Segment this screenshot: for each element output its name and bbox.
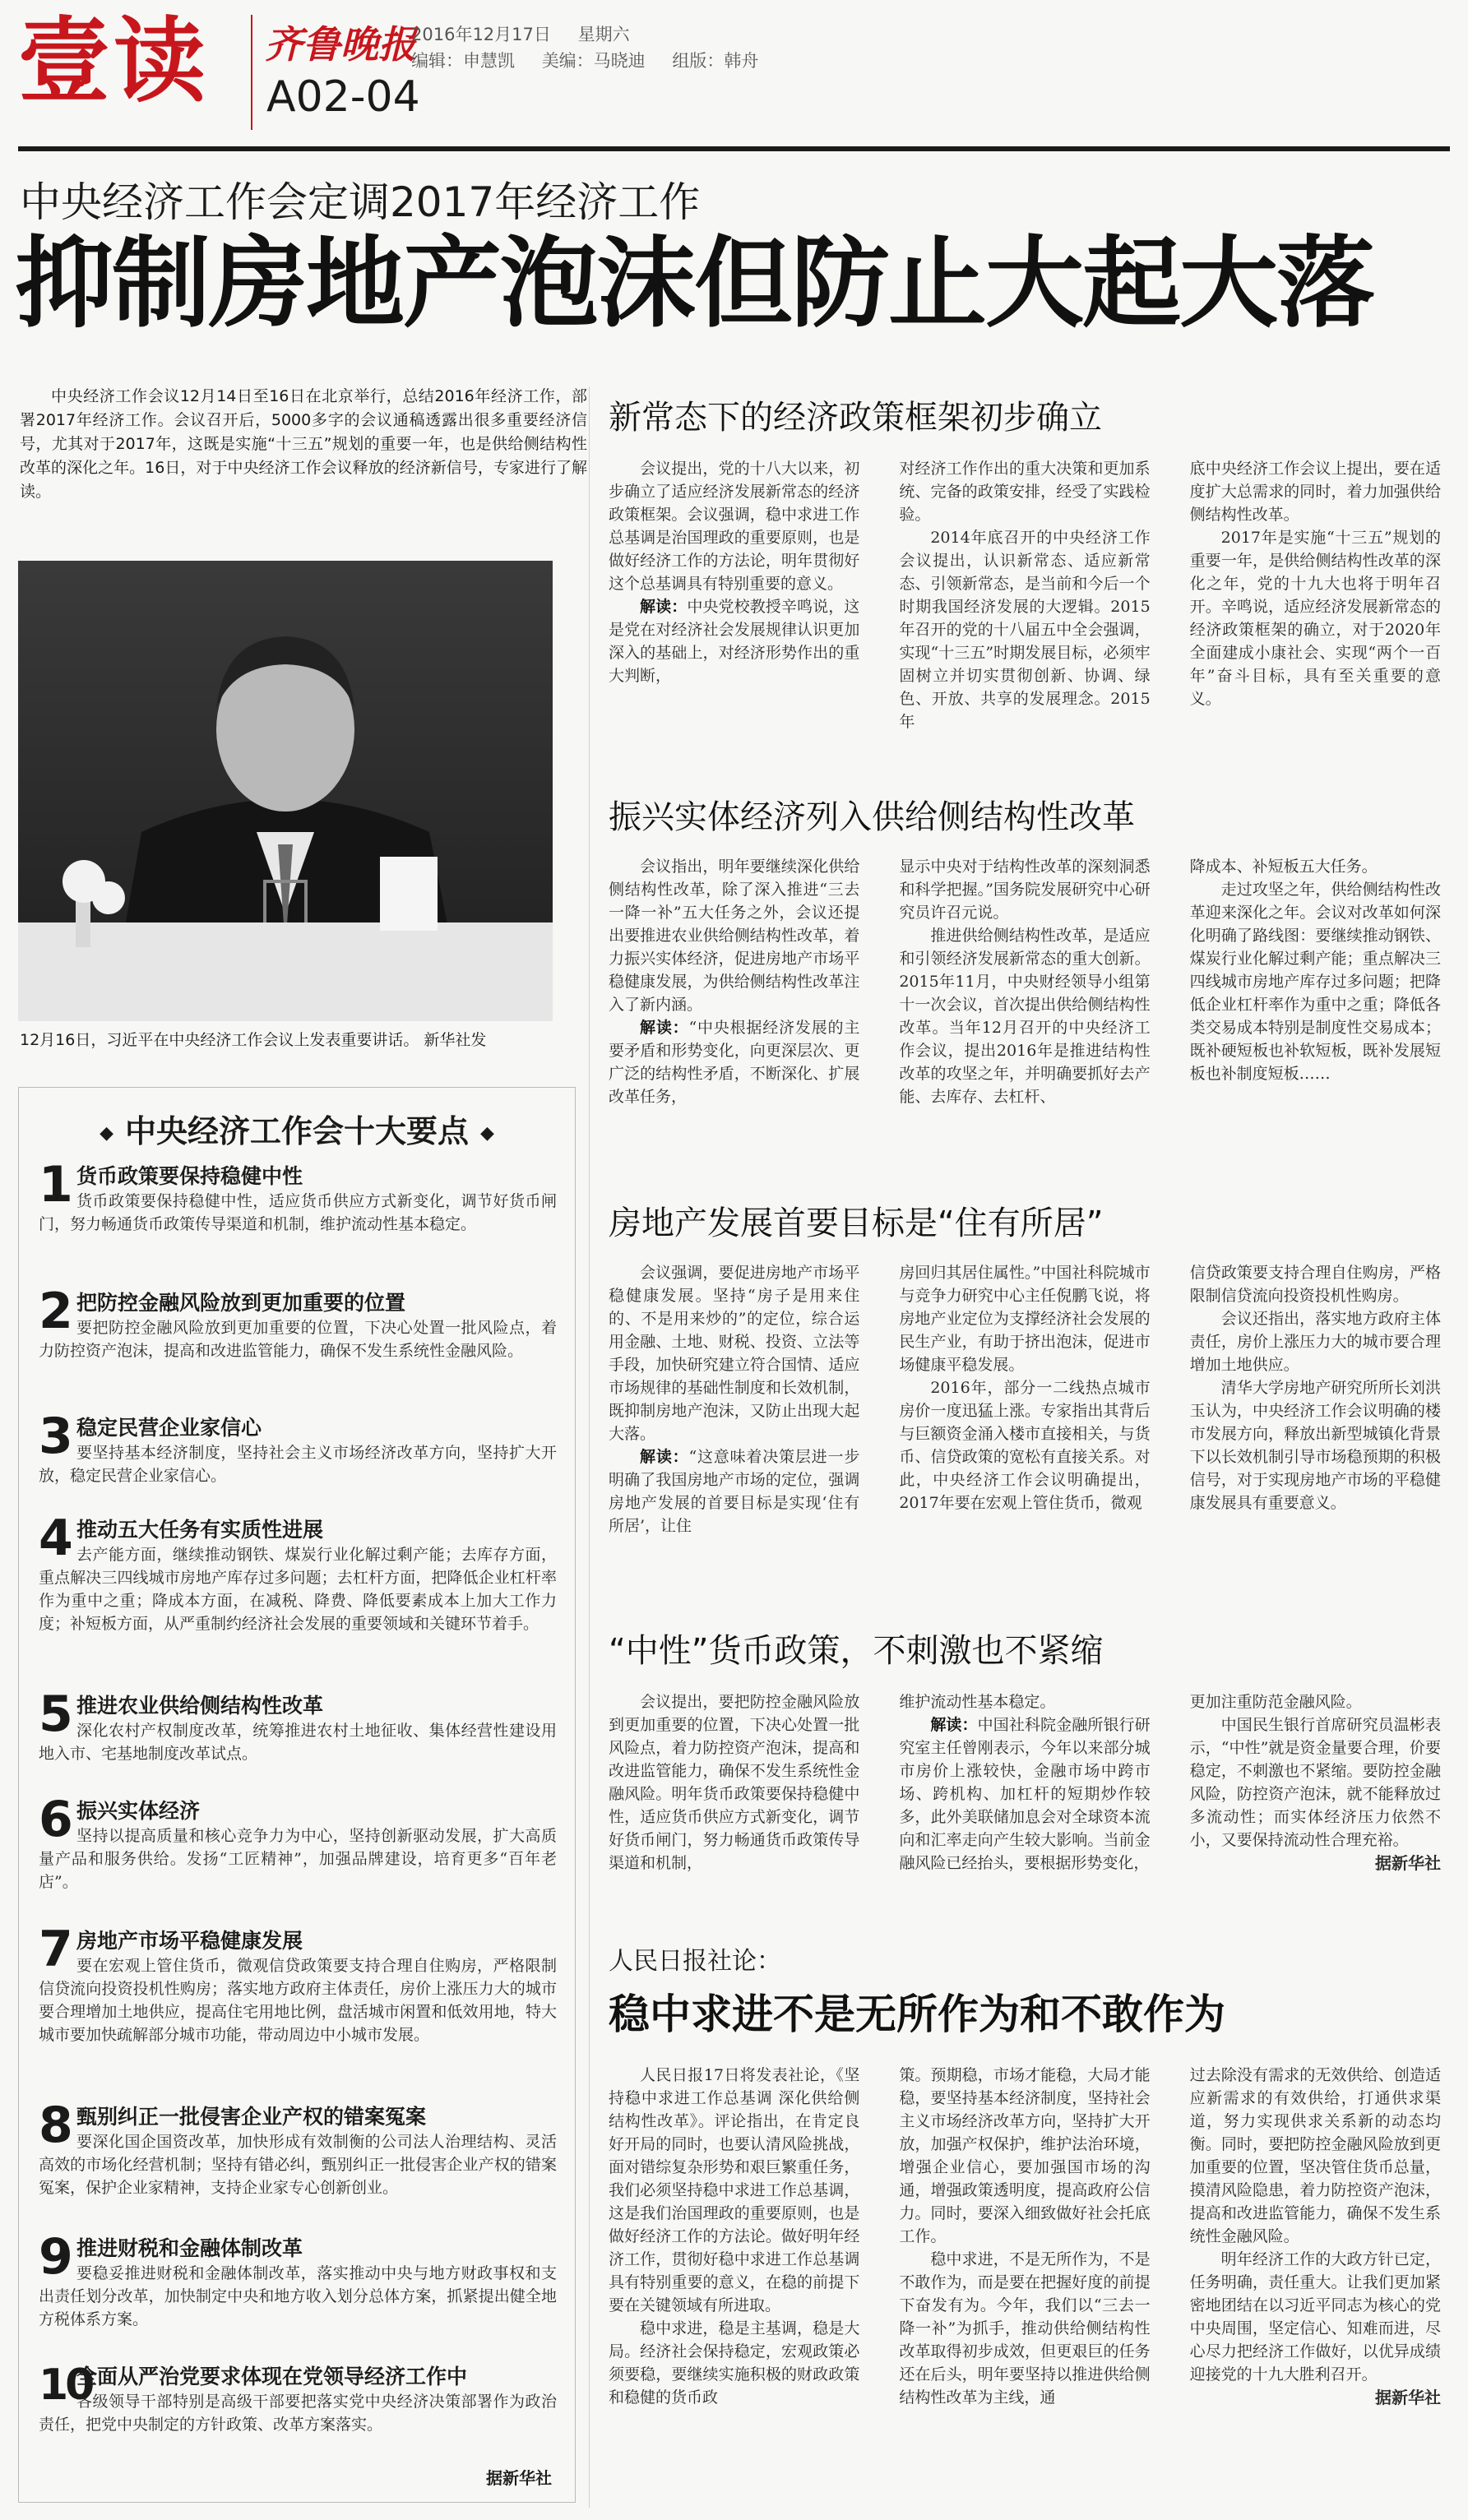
editorial-kicker: 人民日报社论：: [609, 1947, 781, 1976]
text-column: [609, 1690, 859, 1875]
text-column: [899, 457, 1150, 733]
paragraph-text: 更加注重防范金融风险。: [1189, 1693, 1362, 1711]
photo-caption: 12月16日，习近平在中央经济工作会议上发表重要讲话。 新华社发: [20, 1031, 487, 1049]
section-title: “中性”货币政策，不刺激也不紧缩: [609, 1632, 1104, 1670]
point-number: 9: [39, 2228, 73, 2286]
point-body: 要坚持基本经济制度，坚持社会主义市场经济改革方向，坚持扩大开放，稳定民营企业家信心。: [39, 1444, 557, 1485]
paragraph-text: 2017年是实施“十三五”规划的重要一年，是供给侧结构性改革的深化之年，党的十九大也将于明年召开。辛鸣说，适应经济发展新常态的经济政策框架的确立，对于2020年全面建成小康社会、实现“两个一百年”奋斗目标，具有至关重要的意义。: [1189, 529, 1441, 708]
paragraph-text: 明年经济工作的大政方针已定，任务明确，责任重大。让我们更加紧密地团结在以习近平同志为核心的党中央周围，坚定信心、知难而进，尽心尽力把经济工作做好，以优异成绩迎接党的十九大胜利召开。: [1189, 2250, 1441, 2384]
paragraph-text: “这意味着决策层进一步明确了我国房地产市场的定位，强调房地产发展的首要目标是实现‘住有所居’，让住: [609, 1448, 860, 1535]
point-body: 坚持以提高质量和核心竞争力为中心，坚持创新驱动发展，扩大高质量产品和服务供给。发扬“工匠精神”，加强品牌建设，培育更多“百年老店”。: [39, 1827, 557, 1891]
paragraph-text: 推进供给侧结构性改革，是适应和引领经济发展新常态的重大创新。2015年11月，中央财经领导小组第十一次会议，首次提出供给侧结构性改革。当年12月召开的中央经济工作会议，提出2016年是推进结构性改革的攻坚之年，并明确要抓好去产能、去库存、去杠杆、: [899, 927, 1151, 1106]
section-body: [609, 1690, 1441, 1875]
point-number: 1: [39, 1156, 73, 1214]
paragraph: [609, 855, 859, 1016]
editorial-title: 稳中求进不是无所作为和不敢作为: [609, 1991, 1225, 2038]
point-title: 房地产市场平稳健康发展: [76, 1929, 303, 1953]
paragraph: [899, 526, 1150, 733]
paragraph: [1190, 855, 1441, 878]
paragraph: [609, 1261, 859, 1445]
newspaper-logo: 齐鲁晚报: [265, 22, 416, 67]
point-body: 深化农村产权制度改革，统筹推进农村土地征收、集体经营性建设用地入市、宅基地制度改革试点。: [39, 1722, 557, 1763]
paragraph-text: 房回归其居住属性。”中国社科院城市与竞争力研究中心主任倪鹏飞说，将房地产业定位为支撑经济社会发展的民生产业，有助于挤出泡沫，促进市场健康平稳发展。: [899, 1264, 1151, 1374]
headline-kicker: 中央经济工作会定调2017年经济工作: [20, 178, 701, 226]
paragraph: [609, 2317, 859, 2409]
designer-credit: 美编：马晓迪: [541, 51, 646, 71]
paragraph: [1190, 457, 1441, 526]
text-column: [1190, 2064, 1441, 2409]
section-title: 新常态下的经济政策框架初步确立: [609, 399, 1102, 437]
masthead-divider: [251, 15, 252, 130]
text-column: [609, 855, 859, 1108]
paragraph-text: 人民日报17日将发表社论，《坚持稳中求进工作总基调 深化供给侧结构性改革》。评论指出，在肯定良好开局的同时，也要认清风险挑战，面对错综复杂形势和艰巨繁重任务，我们必须坚持稳中求进工作总基调，这是我们治国理政的重要原则，也是做好经济工作的方法论。做好明年经济工作，贯彻好稳中求进工作总基调具有特别重要的意义，在稳的前提下要在关键领域有所进取。: [609, 2066, 860, 2314]
point-title: 振兴实体经济: [76, 1799, 201, 1823]
point-title: 货币政策要保持稳健中性: [76, 1164, 303, 1188]
paragraph: [899, 1261, 1150, 1376]
point-item: [39, 2360, 557, 2436]
text-column: [609, 457, 859, 733]
text-column: [899, 1690, 1150, 1875]
ornament-icon: ◆: [480, 1123, 494, 1144]
section-title: 振兴实体经济列入供给侧结构性改革: [609, 798, 1135, 836]
point-body: 要在宏观上管住货币，微观信贷政策要支持合理自住购房，严格限制信贷流向投资投机性购房；落实地方政府主体责任，房价上涨压力大的城市要合理增加土地供应，提高住宅用地比例，盘活城市闲置和低效用地，特大城市要加快疏解部分城市功能，带动周边中小城市发展。: [39, 1957, 557, 2044]
point-number: 3: [39, 1408, 73, 1465]
point-number: 7: [39, 1921, 73, 1978]
point-item: [39, 1408, 557, 1487]
point-number: 4: [39, 1510, 73, 1567]
ten-points-box: [18, 1087, 576, 2503]
news-photo: [18, 561, 553, 1021]
issue-date: 2016年12月17日: [411, 25, 551, 44]
paragraph: [1190, 878, 1441, 1085]
paragraph: [609, 1445, 859, 1537]
paragraph: [899, 1690, 1150, 1713]
text-column: [899, 855, 1150, 1108]
paragraph: [1190, 1690, 1441, 1713]
point-item: [39, 1156, 557, 1236]
point-body: 要稳妥推进财税和金融体制改革，落实推动中央与地方财政事权和支出责任划分改革，加快制定中央和地方收入划分总体方案，抓紧提出健全地方税体系方案。: [39, 2264, 557, 2328]
proof-credit: 组版：韩舟: [672, 51, 759, 71]
paragraph: [1190, 1261, 1441, 1307]
text-column: [609, 2064, 859, 2409]
point-title: 全面从严治党要求体现在党领导经济工作中: [76, 2365, 468, 2388]
paragraph-text: 维护流动性基本稳定。: [899, 1693, 1056, 1711]
point-body: 各级领导干部特别是高级干部要把落实党中央经济决策部署作为政治责任，把党中央制定的方针政策、改革方案落实。: [39, 2393, 557, 2434]
analysis-label: 解读：: [640, 1448, 689, 1466]
paragraph-text: 过去除没有需求的无效供给、创造适应新需求的有效供给，打通供求渠道，努力实现供求关系新的动态均衡。同时，要把防控金融风险放到更加重要的位置，坚决管住货币总量，摸清风险隐患，着力防控资产泡沫，提高和改进监管能力，确保不发生系统性金融风险。: [1189, 2066, 1441, 2245]
point-body: 要把防控金融风险放到更加重要的位置，下决心处置一批风险点，着力防控资产泡沫，提高和改进监管能力，确保不发生系统性金融风险。: [39, 1319, 557, 1360]
lead-paragraph: 中央经济工作会议12月14日至16日在北京举行，总结2016年经济工作，部署2017年经济工作。会议召开后，5000多字的会议通稿透露出很多重要经济信号，尤其对于2017年，这既是实施“十三五”规划的重要一年，也是供给侧结构性改革的深化之年。16日，对于中央经济工作会议释放的经济新信号，专家进行了解读。: [20, 387, 587, 501]
paragraph-text: 中央党校教授辛鸣说，这是党在对经济社会发展规律认识更加深入的基础上，对经济形势作出的重大判断，: [609, 598, 860, 685]
text-column: [899, 2064, 1150, 2409]
paragraph: [609, 595, 859, 687]
box-title-text: 中央经济工作会十大要点: [124, 1113, 469, 1149]
point-item: [39, 1791, 557, 1893]
paragraph: [1190, 1376, 1441, 1514]
box-title: [19, 1106, 575, 1151]
point-number: 2: [39, 1283, 73, 1340]
point-title: 甄别纠正一批侵害企业产权的错案冤案: [76, 2105, 427, 2129]
point-item: [39, 1510, 557, 1635]
point-item: [39, 2097, 557, 2199]
section-title: 房地产发展首要目标是“住有所居”: [609, 1205, 1104, 1242]
paragraph: [609, 1016, 859, 1108]
paragraph-text: 策。预期稳，市场才能稳，大局才能稳，要坚持基本经济制度，坚持社会主义市场经济改革方向，坚持扩大开放，加强产权保护，维护法治环境，增强企业信心，要加强国市场的沟通，增强政策透明度，提高政府公信力。同时，要深入细致做好社会托底工作。: [899, 2066, 1151, 2245]
paragraph-text: 稳中求进，不是无所作为，不是不敢作为，而是要在把握好度的前提下奋发有为。今年，我们以“三去一降一补”为抓手，推动供给侧结构性改革取得初步成效，但更艰巨的任务还在后头，明年要坚持以推进供给侧结构性改革为主线，通: [899, 2250, 1151, 2407]
point-title: 稳定民营企业家信心: [76, 1416, 262, 1440]
editor-credit: 编辑：申慧凯: [411, 51, 515, 71]
point-body: 要深化国企国资改革，加快形成有效制衡的公司法人治理结构、灵活高效的市场化经营机制；坚持有错必纠，甄别纠正一批侵害企业产权的错案冤案，保护企业家精神，支持企业家专心创新创业。: [39, 2133, 557, 2197]
point-title: 把防控金融风险放到更加重要的位置: [76, 1291, 406, 1315]
paragraph-text: 会议提出，党的十八大以来，初步确立了适应经济发展新常态的经济政策框架。会议强调，稳中求进工作总基调是治国理政的重要原则，也是做好经济工作的方法论，明年贯彻好这个总基调具有特别重要的意义。: [609, 460, 860, 593]
paragraph: [1190, 2248, 1441, 2386]
point-number: 10: [39, 2360, 92, 2410]
section-body: [609, 855, 1441, 1108]
article-source: 据新华社: [1374, 2388, 1441, 2407]
text-column: [609, 1261, 859, 1537]
analysis-label: 解读：: [930, 1716, 978, 1734]
paragraph-text: 2016年，部分一二线热点城市房价一度迅猛上涨。专家指出其背后与巨额资金涌入楼市直接相关，与货币、信贷政策的宽松有直接关系。对此，中央经济工作会议明确提出，2017年要在宏观上管住货币，微观: [899, 1379, 1151, 1512]
paragraph: [609, 1690, 859, 1875]
paragraph: [609, 457, 859, 595]
paragraph-text: 会议强调，要促进房地产市场平稳健康发展。坚持“房子是用来住的、不是用来炒的”的定位，综合运用金融、土地、财税、投资、立法等手段，加快研究建立符合国情、适应市场规律的基础性制度和长效机制，既抑制房地产泡沫，又防止出现大起大落。: [609, 1264, 860, 1443]
paragraph-text: 底中央经济工作会议上提出，要在适度扩大总需求的同时，着力加强供给侧结构性改革。: [1189, 460, 1441, 524]
paragraph: [899, 1713, 1150, 1875]
paragraph-text: 2014年底召开的中央经济工作会议提出，认识新常态、适应新常态、引领新常态，是当前和今后一个时期我国经济发展的大逻辑。2015年召开的党的十八届五中全会强调，实现“十三五”时期发展目标，必须牢固树立并切实贯彻创新、协调、绿色、开放、共享的发展理念。2015年: [899, 529, 1151, 731]
paragraph: [899, 2248, 1150, 2409]
paragraph: [1190, 1307, 1441, 1376]
point-item: [39, 2228, 557, 2331]
paragraph-text: 降成本、补短板五大任务。: [1189, 858, 1378, 876]
paragraph: [1190, 1713, 1441, 1852]
main-headline: 抑制房地产泡沫但防止大起大落: [15, 227, 1373, 341]
text-column: [1190, 855, 1441, 1108]
paragraph: [1190, 526, 1441, 710]
column-divider: [589, 386, 590, 2508]
text-column: [1190, 457, 1441, 733]
speaker-photo-illustration: [18, 561, 553, 1021]
point-body: 货币政策要保持稳健中性，适应货币供应方式新变化，调节好货币闸门，努力畅通货币政策传导渠道和机制，维护流动性基本稳定。: [39, 1192, 557, 1233]
paragraph-text: 稳中求进，稳是主基调，稳是大局。经济社会保持稳定，宏观政策必须要稳，要继续实施积极的财政政策和稳健的货币政: [609, 2319, 860, 2407]
text-column: [899, 1261, 1150, 1537]
article-source: 据新华社: [1374, 1853, 1441, 1873]
analysis-label: 解读：: [640, 1019, 689, 1037]
paragraph-text: 会议指出，明年要继续深化供给侧结构性改革，除了深入推进“三去一降一补”五大任务之外，会议还提出要推进农业供给侧结构性改革，着力振兴实体经济，促进房地产市场平稳健康发展，为供给侧结构性改革注入了新内涵。: [609, 858, 860, 1014]
point-title: 推动五大任务有实质性进展: [76, 1518, 324, 1542]
text-column: [1190, 1261, 1441, 1537]
text-column: [1190, 1690, 1441, 1875]
point-body: 去产能方面，继续推动钢铁、煤炭行业化解过剩产能；去库存方面，重点解决三四线城市房地产库存过多问题；去杠杆方面，把降低企业杠杆率作为重中之重；降成本方面，在减税、降费、降低要素成本上加大工作力度；补短板方面，从严重制约经济社会发展的重要领域和关键环节着手。: [39, 1546, 557, 1633]
section-body: [609, 457, 1441, 733]
paragraph: [609, 2064, 859, 2317]
paragraph: [899, 855, 1150, 924]
paragraph-text: “中央根据经济发展的主要矛盾和形势变化，向更深层次、更广泛的结构性矛盾，不断深化、扩展改革任务，: [609, 1019, 860, 1106]
paragraph-text: 会议提出，要把防控金融风险放到更加重要的位置，下决心处置一批风险点，着力防控资产泡沫，提高和改进监管能力，确保不发生系统性金融风险。明年货币政策要保持稳健中性，适应货币供应方式新变化，调节好货币闸门，努力畅通货币政策传导渠道和机制，: [609, 1693, 860, 1872]
analysis-label: 解读：: [640, 598, 688, 616]
point-item: [39, 1685, 557, 1765]
paragraph-text: 中国社科院金融所银行研究室主任曾刚表示，今年以来部分城市房价上涨较快，金融市场中跨市场、跨机构、加杠杆的短期炒作较多，此外美联储加息会对全球资本流向和汇率走向产生较大影响。当前金融风险已经抬头，要根据形势变化，: [899, 1716, 1151, 1872]
issue-weekday: 星期六: [577, 25, 630, 44]
paragraph-text: 对经济工作作出的重大决策和更加系统、完备的政策安排，经受了实践检验。: [899, 460, 1151, 524]
point-title: 推进财税和金融体制改革: [76, 2236, 303, 2260]
point-item: [39, 1921, 557, 2046]
paragraph-text: 信贷政策要支持合理自住购房，严格限制信贷流向投资投机性购房。: [1189, 1264, 1441, 1305]
paragraph-text: 清华大学房地产研究所所长刘洪玉认为，中央经济工作会议明确的楼市发展方向，释放出新型城镇化背景下以长效机制引导市场稳预期的积极信号，对于实现房地产市场的平稳健康发展具有重要意义。: [1189, 1379, 1441, 1512]
paragraph: [1190, 2064, 1441, 2248]
paragraph-text: 中国民生银行首席研究员温彬表示，“中性”就是资金量要合理，价要稳定，不刺激也不紧缩。要防控金融风险，防控资产泡沫，就不能释放过多流动性；而实体经济压力依然不小，又要保持流动性合理充裕。: [1189, 1716, 1441, 1849]
point-item: [39, 1283, 557, 1362]
point-number: 6: [39, 1791, 73, 1848]
paragraph-text: 走过攻坚之年，供给侧结构性改革迎来深化之年。会议对改革如何深化明确了路线图：要继续推动钢铁、煤炭行业化解过剩产能；重点解决三四线城市房地产库存过多问题；把降低企业杠杆率作为重中之重；降低各类交易成本特别是制度性交易成本；既补硬短板也补软短板，既补发展短板也补制度短板……: [1189, 881, 1441, 1083]
box-source: 据新华社: [486, 2468, 552, 2488]
paragraph: [899, 457, 1150, 526]
paragraph: [899, 1376, 1150, 1514]
paragraph-text: 会议还指出，落实地方政府主体责任，房价上涨压力大的城市要合理增加土地供应。: [1189, 1310, 1441, 1374]
page-number: A02-04: [266, 72, 420, 122]
point-number: 5: [39, 1685, 73, 1743]
paragraph: [899, 2064, 1150, 2248]
point-title: 推进农业供给侧结构性改革: [76, 1694, 324, 1718]
section-name: 壹读: [18, 8, 209, 115]
point-number: 8: [39, 2097, 73, 2154]
section-body: [609, 2064, 1441, 2409]
paragraph-text: 显示中央对于结构性改革的深刻洞悉和科学把握。”国务院发展研究中心研究员许召元说。: [899, 858, 1151, 922]
ornament-icon: ◆: [100, 1123, 113, 1144]
section-body: [609, 1261, 1441, 1537]
masthead-meta: [411, 21, 780, 74]
masthead-rule: [18, 146, 1450, 151]
paragraph: [899, 924, 1150, 1108]
